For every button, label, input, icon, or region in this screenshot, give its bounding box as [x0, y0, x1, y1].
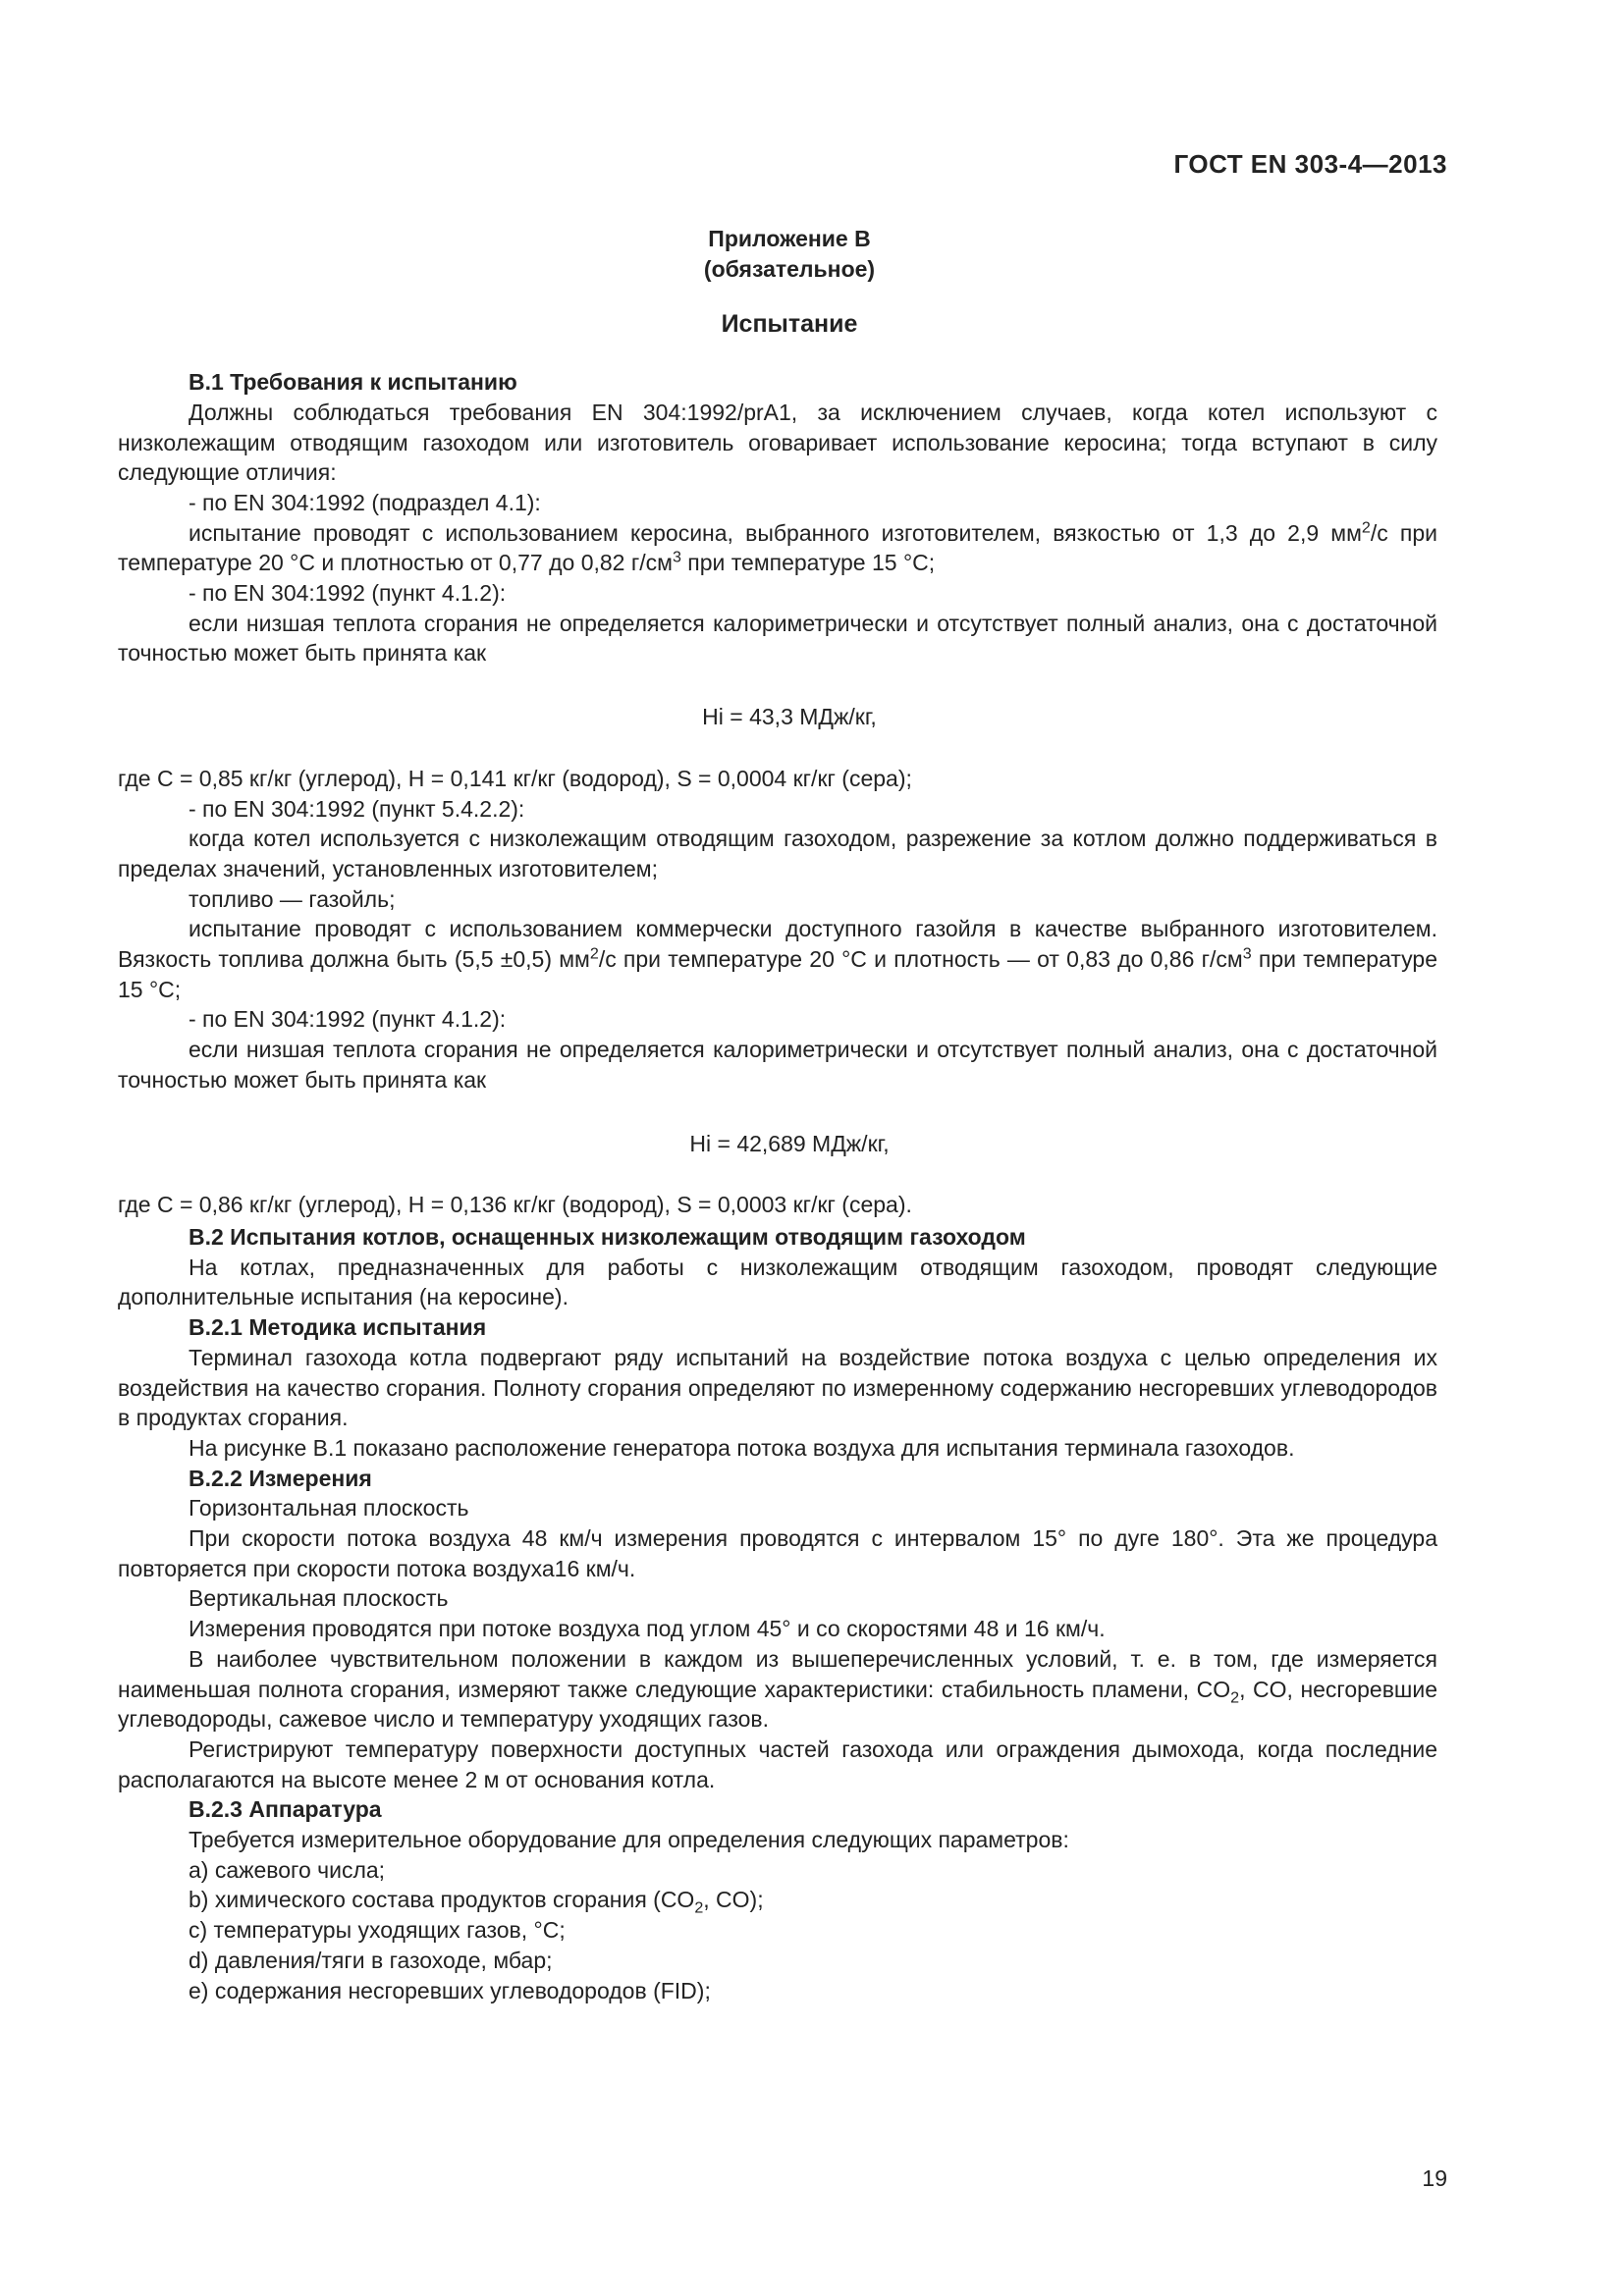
horizontal-plane-text: При скорости потока воздуха 48 км/ч измерения проводятся с интервалом 15° по дуге 180°. Эта же процедура повторяется при скорости потока воздуха16 км/ч.	[118, 1525, 1437, 1581]
list-item-e: e) содержания несгоревших углеводородов (FID);	[189, 1977, 711, 2003]
surface-temperature-text: Регистрируют температуру поверхности доступных частей газохода или ограждения дымохода, когда последние располагаются на высоте менее 2 м от основания котла.	[118, 1735, 1437, 1792]
b1-ref-4-1: - по EN 304:1992 (подраздел 4.1):	[189, 489, 541, 515]
b1-gasoil: испытание проводят с использованием коммерчески доступного газойля в качестве выбранного изготовителем. Вязкость топлива должна быть (5,5 ±0,5) $мм^2/с$ при температуре 20 °C и плотность — от 0,83 до 0,86 $г/см^3$ при температуре 15 °C;	[118, 916, 1438, 1002]
b1-calorific-2: если низшая теплота сгорания не определяется калориметрически и отсутствует полный анализ, она с достаточной точностью может быть принята как	[118, 1037, 1437, 1093]
heading-b2: B.2 Испытания котлов, оснащенных низколежащим отводящим газоходом	[189, 1223, 1026, 1250]
b1-intro: Должны соблюдаться требования EN 304:1992/prA1, за исключением случаев, когда котел используют с низколежащим отводящим газоходом или изготовитель оговаривает использование керосина; тогда вступают в силу следующие отличия:	[118, 399, 1437, 486]
formula-hi-2: Hi = 42,689 МДж/кг,	[689, 1130, 890, 1156]
vertical-plane-label: Вертикальная плоскость	[189, 1585, 449, 1612]
list-item-b: b) химического состава продуктов сгорания ($CO_2$, CO);	[189, 1887, 764, 1918]
horizontal-plane-label: Горизонтальная плоскость	[189, 1495, 469, 1522]
b1-kerosene: испытание проводят с использованием керосина, выбранного изготовителем, вязкостью от 1,3 до 2,9 $мм^2/с$ при температуре 20 °C и плотностью от 0,77 до 0,82 $г/см^3$ при температуре 15 °C;	[118, 517, 1437, 576]
b23-intro: Требуется измерительное оборудование для определения следующих параметров:	[189, 1827, 1069, 1853]
list-item-a: a) сажевого числа;	[189, 1856, 386, 1883]
heading-b2-2: B.2.2 Измерения	[189, 1465, 372, 1491]
annex-title: Приложение B	[708, 226, 871, 251]
formula-hi-1: Hi = 43,3 МДж/кг,	[702, 704, 877, 730]
sensitive-position-text: В наиболее чувствительном положении в каждом из вышеперечисленных условий, т. е. в том, где измеряется наименьшая полнота сгорания, измеряют также следующие характеристики: стабильность пламени, $CO_2$, CO, несгоревшие углеводороды, сажевое число и температуру уходящих газов.	[118, 1645, 1438, 1733]
heading-b2-1: B.2.1 Методика испытания	[189, 1314, 487, 1341]
vertical-plane-text: Измерения проводятся при потоке воздуха под углом 45° и со скоростями 48 и 16 км/ч.	[189, 1616, 1106, 1642]
section-title: Испытание	[721, 310, 858, 339]
annex-type: (обязательное)	[703, 255, 876, 282]
heading-b1: B.1 Требования к испытанию	[189, 369, 517, 396]
b1-where-2: где C = 0,86 кг/кг (углерод), H = 0,136 кг/кг (водород), S = 0,0003 кг/кг (сера).	[118, 1192, 912, 1218]
document-body	[118, 224, 1437, 2005]
b1-calorific-1: если низшая теплота сгорания не определяется калориметрически и отсутствует полный анализ, она с достаточной точностью может быть принята как	[118, 610, 1437, 667]
list-item-d: d) давления/тяги в газоходе, мбар;	[189, 1947, 553, 1973]
b1-ref-5-4-2-2: - по EN 304:1992 (пункт 5.4.2.2):	[189, 795, 525, 822]
b2-intro: На котлах, предназначенных для работы с низколежащим отводящим газоходом, проводят следующие дополнительные испытания (на керосине).	[118, 1254, 1437, 1310]
b21-paragraph-2: На рисунке B.1 показано расположение генератора потока воздуха для испытания терминала газоходов.	[189, 1434, 1295, 1461]
b1-ref-4-1-2-second: - по EN 304:1992 (пункт 4.1.2):	[189, 1006, 507, 1033]
heading-b2-3: B.2.3 Аппаратура	[189, 1796, 382, 1823]
b21-paragraph-1: Терминал газохода котла подвергают ряду испытаний на воздействие потока воздуха с целью определения их воздействия на качество сгорания. Полноту сгорания определяют по измеренному содержанию несгоревших углеводородов в продуктах сгорания.	[118, 1344, 1437, 1431]
b1-where-1: где C = 0,85 кг/кг (углерод), H = 0,141 кг/кг (водород), S = 0,0004 кг/кг (сера);	[118, 765, 912, 791]
b1-ref-4-1-2: - по EN 304:1992 (пункт 4.1.2):	[189, 580, 507, 607]
document-code: ГОСТ EN 303-4—2013	[1173, 149, 1447, 179]
b1-fuel: топливо — газойль;	[189, 885, 396, 912]
list-item-c: c) температуры уходящих газов, °C;	[189, 1917, 566, 1944]
b1-draught: когда котел используется с низколежащим отводящим газоходом, разрежение за котлом должно поддерживаться в пределах значений, установленных изготовителем;	[118, 826, 1437, 881]
page-number: 19	[1422, 2165, 1447, 2191]
